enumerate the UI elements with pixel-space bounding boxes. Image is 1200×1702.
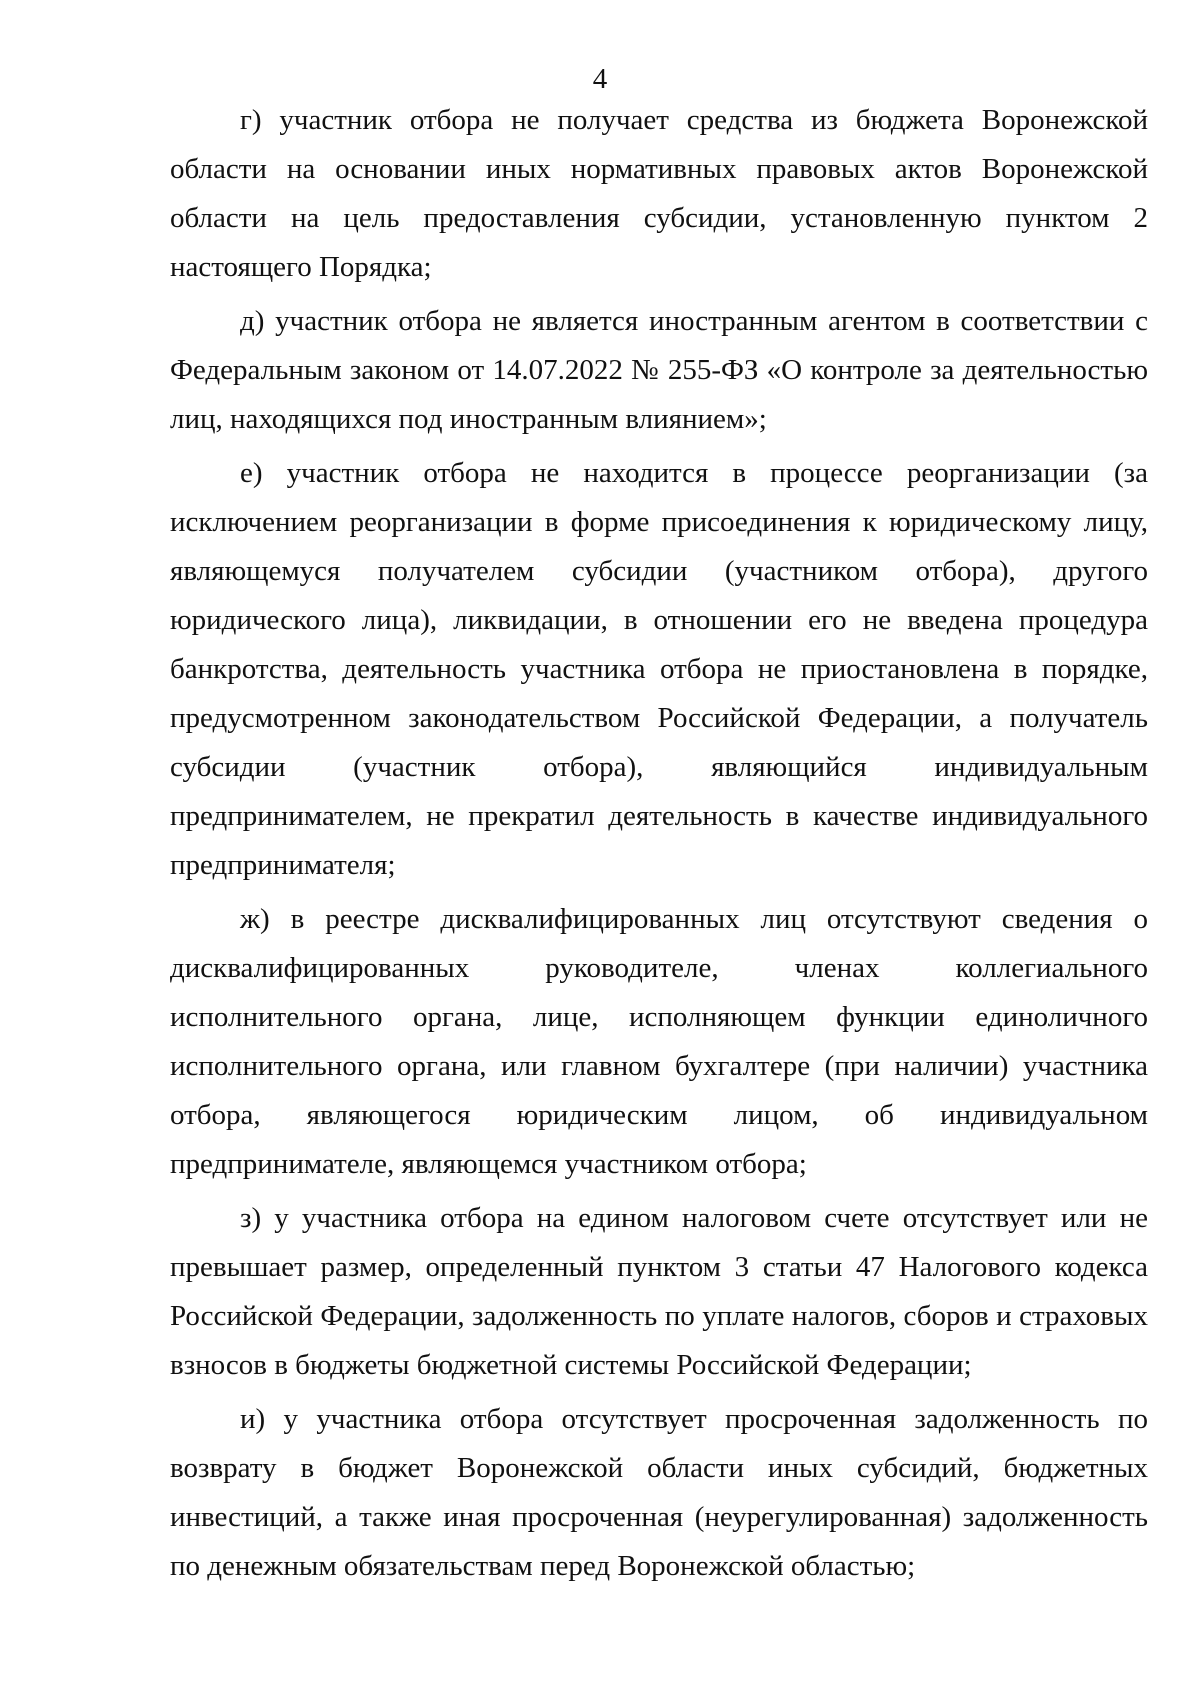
paragraph-zh: ж) в реестре дисквалифицированных лиц отсутствуют сведения о дисквалифицированных руководителе, членах коллегиального исполнительного органа, лице, исполняющем функции единоличного исполнительного органа, или главном бухгалтере (при наличии) участника отбора, являющегося юридическим лицом, об индивидуальном предпринимателе, являющемся участником отбора; — [170, 903, 1148, 1180]
paragraph-d: д) участник отбора не является иностранным агентом в соответствии с Федеральным законом от 14.07.2022 № 255-ФЗ «О контроле за деятельностью лиц, находящихся под иностранным влиянием»; — [170, 305, 1148, 435]
page-number: 4 — [592, 63, 608, 95]
document-body — [170, 96, 1148, 1596]
paragraph-e: е) участник отбора не находится в процессе реорганизации (за исключением реорганизации в форме присоединения к юридическому лицу, являющемуся получателем субсидии (участником отбора), другого юридического лица), ликвидации, в отношении его не введена процедура банкротства, деятельность участника отбора не приостановлена в порядке, предусмотренном законодательством Российской Федерации, а получатель субсидии (участник отбора), являющийся индивидуальным предпринимателем, не прекратил деятельность в качестве индивидуального предпринимателя; — [170, 457, 1148, 881]
paragraph-g: г) участник отбора не получает средства из бюджета Воронежской области на основании иных нормативных правовых актов Воронежской области на цель предоставления субсидии, установленную пунктом 2 настоящего Порядка; — [170, 104, 1148, 283]
paragraph-z: з) у участника отбора на едином налоговом счете отсутствует или не превышает размер, определенный пунктом 3 статьи 47 Налогового кодекса Российской Федерации, задолженность по уплате налогов, сборов и страховых взносов в бюджеты бюджетной системы Российской Федерации; — [170, 1202, 1148, 1381]
paragraph-i: и) у участника отбора отсутствует просроченная задолженность по возврату в бюджет Воронежской области иных субсидий, бюджетных инвестиций, а также иная просроченная (неурегулированная) задолженность по денежным обязательствам перед Воронежской областью; — [170, 1403, 1148, 1582]
